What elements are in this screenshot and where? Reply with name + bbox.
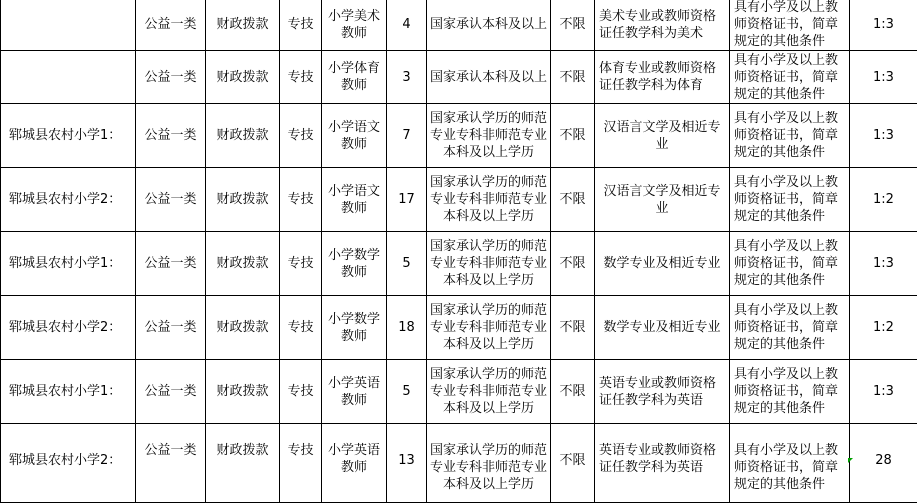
age-cell[interactable]: 不限 (551, 360, 595, 424)
major-cell[interactable]: 美术专业或教师资格证任教学科为美术 (595, 0, 730, 51)
other-cell[interactable]: 具有小学及以上教师资格证书，简章规定的其他条件 (730, 0, 850, 51)
category-cell[interactable]: 公益一类 (136, 104, 206, 168)
other-cell[interactable]: 具有小学及以上教师资格证书，简章规定的其他条件 (730, 232, 850, 296)
funding-cell[interactable]: 财政拨款 (206, 0, 280, 51)
funding-cell[interactable]: 财政拨款 (206, 232, 280, 296)
unit-cell[interactable] (1, 51, 136, 104)
age-cell[interactable]: 不限 (551, 168, 595, 232)
unit-cell[interactable]: 郓城县农村小学2： (1, 296, 136, 360)
education-cell[interactable]: 国家承认本科及以上 (427, 0, 551, 51)
age-cell[interactable]: 不限 (551, 424, 595, 503)
other-cell[interactable]: 具有小学及以上教师资格证书，简章规定的其他条件 (730, 104, 850, 168)
age-cell[interactable]: 不限 (551, 232, 595, 296)
count-cell[interactable]: 5 (387, 232, 427, 296)
type-cell[interactable]: 专技 (280, 104, 322, 168)
education-cell[interactable]: 国家承认学历的师范专业专科非师范专业本科及以上学历 (427, 104, 551, 168)
major-cell[interactable]: 英语专业或教师资格证任教学科为英语 (595, 360, 730, 424)
count-cell[interactable]: 7 (387, 104, 427, 168)
category-cell[interactable]: 公益一类 (136, 424, 206, 503)
position-cell[interactable]: 小学英语教师 (322, 360, 387, 424)
major-cell[interactable]: 汉语言文学及相近专业 (595, 168, 730, 232)
major-cell[interactable]: 数学专业及相近专业 (595, 232, 730, 296)
position-cell[interactable]: 小学美术教师 (322, 0, 387, 51)
count-cell[interactable]: 4 (387, 0, 427, 51)
ratio-cell[interactable]: 1:2 (850, 168, 917, 232)
position-cell[interactable]: 小学体育教师 (322, 51, 387, 104)
table-row (1, 51, 917, 104)
category-cell[interactable]: 公益一类 (136, 232, 206, 296)
ratio-cell[interactable]: 1:3 (850, 51, 917, 104)
category-cell[interactable]: 公益一类 (136, 51, 206, 104)
education-cell[interactable]: 国家承认本科及以上 (427, 51, 551, 104)
category-cell[interactable]: 公益一类 (136, 296, 206, 360)
type-cell[interactable]: 专技 (280, 296, 322, 360)
type-cell[interactable]: 专技 (280, 51, 322, 104)
major-cell[interactable]: 英语专业或教师资格证任教学科为英语 (595, 424, 730, 503)
funding-cell[interactable]: 财政拨款 (206, 424, 280, 503)
count-cell[interactable]: 18 (387, 296, 427, 360)
unit-cell[interactable] (1, 0, 136, 51)
ratio-cell[interactable]: 28 (850, 424, 917, 503)
count-cell[interactable]: 17 (387, 168, 427, 232)
table-row (1, 424, 917, 503)
education-cell[interactable]: 国家承认学历的师范专业专科非师范专业本科及以上学历 (427, 424, 551, 503)
category-cell[interactable]: 公益一类 (136, 0, 206, 51)
unit-cell[interactable]: 郓城县农村小学2： (1, 168, 136, 232)
other-cell[interactable]: 具有小学及以上教师资格证书，简章规定的其他条件 (730, 168, 850, 232)
table-row (1, 232, 917, 296)
unit-cell[interactable]: 郓城县农村小学1： (1, 104, 136, 168)
funding-cell[interactable]: 财政拨款 (206, 360, 280, 424)
other-cell[interactable]: 具有小学及以上教师资格证书，简章规定的其他条件 (730, 51, 850, 104)
other-cell[interactable]: 具有小学及以上教师资格证书，简章规定的其他条件 (730, 424, 850, 503)
funding-cell[interactable]: 财政拨款 (206, 168, 280, 232)
ratio-cell[interactable]: 1:3 (850, 360, 917, 424)
type-cell[interactable]: 专技 (280, 168, 322, 232)
type-cell[interactable]: 专技 (280, 232, 322, 296)
age-cell[interactable]: 不限 (551, 0, 595, 51)
major-cell[interactable]: 数学专业及相近专业 (595, 296, 730, 360)
major-cell[interactable]: 体育专业或教师资格证任教学科为体育 (595, 51, 730, 104)
funding-cell[interactable]: 财政拨款 (206, 296, 280, 360)
funding-cell[interactable]: 财政拨款 (206, 51, 280, 104)
table-row (1, 0, 917, 51)
age-cell[interactable]: 不限 (551, 51, 595, 104)
position-cell[interactable]: 小学数学教师 (322, 232, 387, 296)
age-cell[interactable]: 不限 (551, 104, 595, 168)
major-cell[interactable]: 汉语言文学及相近专业 (595, 104, 730, 168)
position-cell[interactable]: 小学语文教师 (322, 168, 387, 232)
cell-comment-marker-icon (848, 458, 853, 463)
table-row (1, 360, 917, 424)
position-cell[interactable]: 小学语文教师 (322, 104, 387, 168)
type-cell[interactable]: 专技 (280, 360, 322, 424)
type-cell[interactable]: 专技 (280, 424, 322, 503)
type-cell[interactable]: 专技 (280, 0, 322, 51)
position-cell[interactable]: 小学英语教师 (322, 424, 387, 503)
count-cell[interactable]: 13 (387, 424, 427, 503)
unit-cell[interactable]: 郓城县农村小学1： (1, 360, 136, 424)
table-row (1, 296, 917, 360)
ratio-cell[interactable]: 1:3 (850, 232, 917, 296)
category-cell[interactable]: 公益一类 (136, 360, 206, 424)
ratio-cell[interactable]: 1:3 (850, 104, 917, 168)
unit-cell[interactable]: 郓城县农村小学2： (1, 424, 136, 503)
ratio-cell[interactable]: 1:3 (850, 0, 917, 51)
count-cell[interactable]: 5 (387, 360, 427, 424)
education-cell[interactable]: 国家承认学历的师范专业专科非师范专业本科及以上学历 (427, 232, 551, 296)
count-cell[interactable]: 3 (387, 51, 427, 104)
other-cell[interactable]: 具有小学及以上教师资格证书，简章规定的其他条件 (730, 360, 850, 424)
unit-cell[interactable]: 郓城县农村小学1： (1, 232, 136, 296)
education-cell[interactable]: 国家承认学历的师范专业专科非师范专业本科及以上学历 (427, 360, 551, 424)
position-cell[interactable]: 小学数学教师 (322, 296, 387, 360)
ratio-cell[interactable]: 1:2 (850, 296, 917, 360)
education-cell[interactable]: 国家承认学历的师范专业专科非师范专业本科及以上学历 (427, 296, 551, 360)
table-row (1, 104, 917, 168)
funding-cell[interactable]: 财政拨款 (206, 104, 280, 168)
other-cell[interactable]: 具有小学及以上教师资格证书，简章规定的其他条件 (730, 296, 850, 360)
table-row (1, 168, 917, 232)
category-cell[interactable]: 公益一类 (136, 168, 206, 232)
education-cell[interactable]: 国家承认学历的师范专业专科非师范专业本科及以上学历 (427, 168, 551, 232)
age-cell[interactable]: 不限 (551, 296, 595, 360)
